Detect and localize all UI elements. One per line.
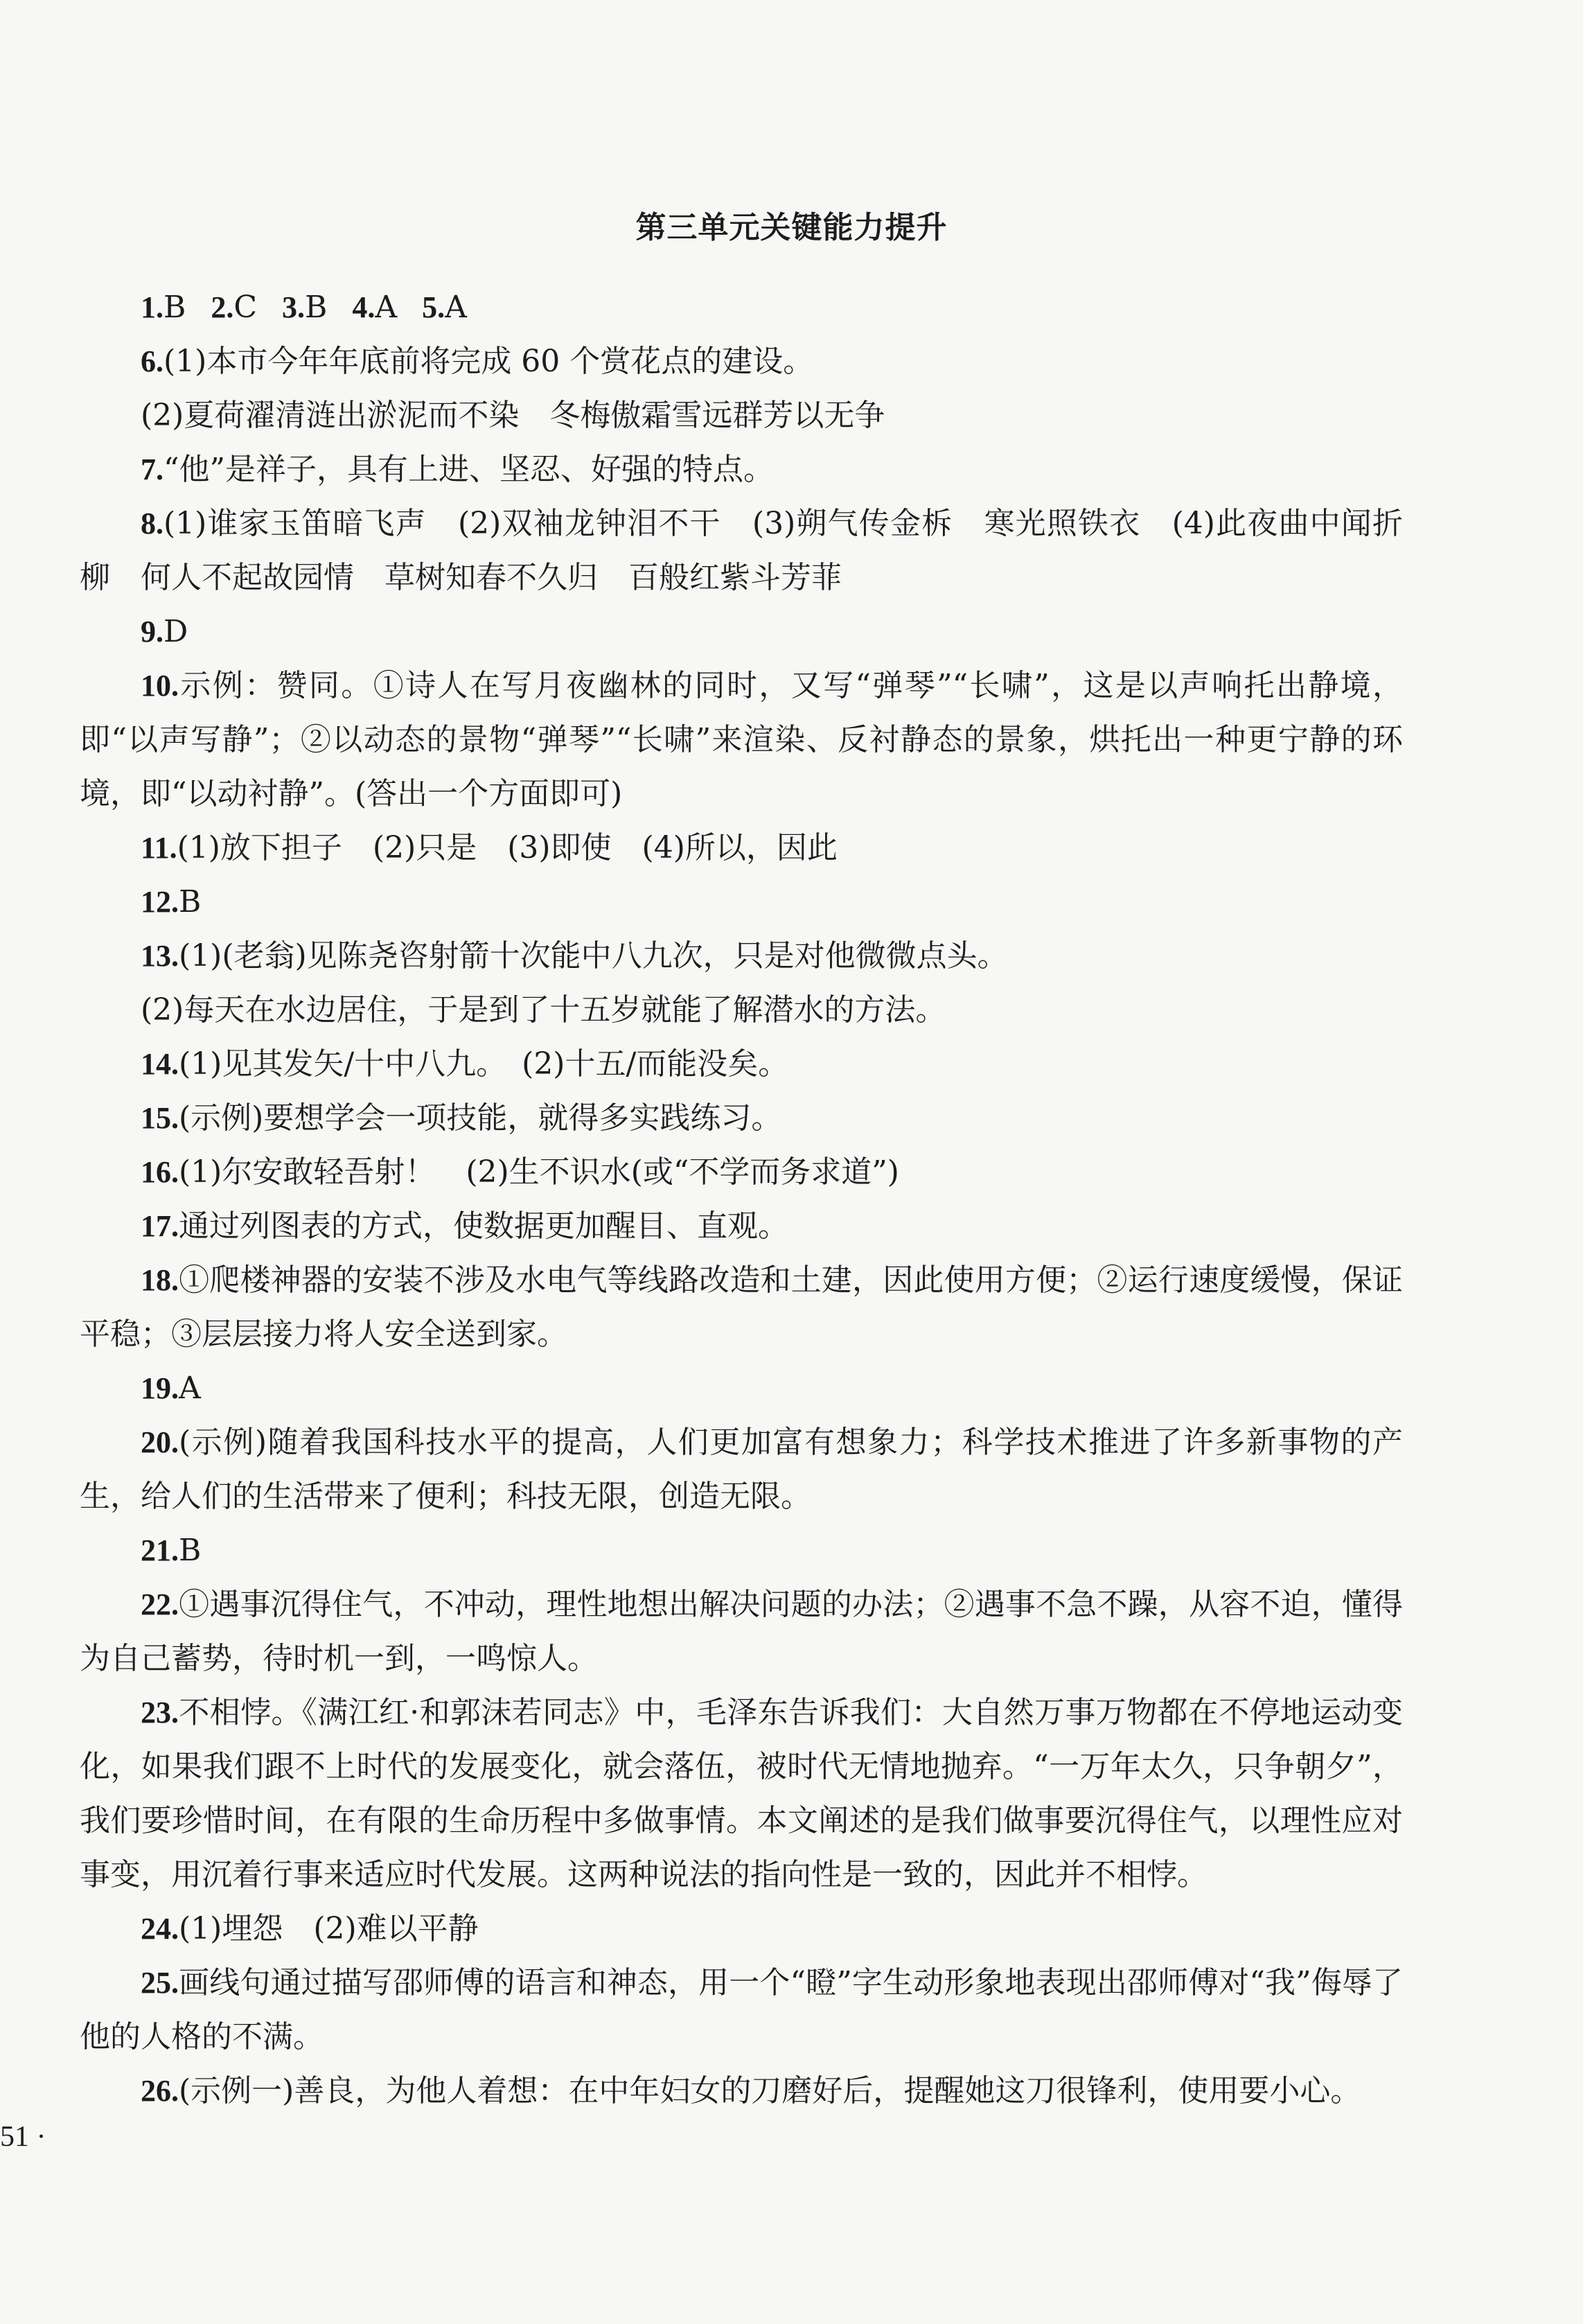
answer-item [80, 1524, 1403, 1578]
answer-item [80, 1902, 1403, 1956]
answer-number: 21. [141, 1533, 179, 1567]
answer-item [80, 875, 1403, 929]
answer-text: ①爬楼神器的安装不涉及水电气等线路改造和土建，因此使用方便；②运行速度缓慢，保证平稳；③层层接力将人安全送到家。 [80, 1262, 1403, 1352]
answer-number: 13. [141, 939, 179, 973]
answer-row-1-5 [80, 281, 1403, 335]
answer-item [80, 2064, 1403, 2118]
answer-number: 6. [141, 344, 163, 378]
answer-text: A [179, 1371, 201, 1406]
answer-text: (1)谁家玉笛暗飞声 (2)双袖龙钟泪不干 (3)朔气传金柝 寒光照铁衣 (4)此夜曲中闻折柳 何人不起故园情 草树知春不久归 百般红紫斗芳菲 [80, 506, 1403, 595]
answer-number: 22. [141, 1587, 179, 1621]
answer-number: 10. [141, 669, 179, 703]
answer-item [80, 1037, 1403, 1091]
answer-number: 17. [141, 1209, 179, 1243]
answer-text: (2)每天在水边居住，于是到了十五岁就能了解潜水的方法。 [141, 992, 946, 1028]
answer-item [80, 1145, 1403, 1199]
answer-text: B [179, 884, 202, 919]
answer-number: 4. [352, 290, 375, 324]
answer-number: 23. [141, 1696, 179, 1729]
answer-text: “他”是祥子，具有上进、坚忍、好强的特点。 [163, 452, 774, 487]
answer-content [80, 281, 1403, 2118]
answer-item [80, 1686, 1403, 1902]
answer-text: B [163, 290, 186, 325]
answer-number: 19. [141, 1371, 179, 1405]
answer-text: (示例)随着我国科技水平的提高，人们更加富有想象力；科学技术推进了许多新事物的产生，给人们的生活带来了便利；科技无限，创造无限。 [80, 1425, 1403, 1514]
answer-text: B [305, 290, 328, 325]
answer-item [80, 1091, 1403, 1145]
answer-number: 8. [141, 507, 163, 540]
answer-item [80, 1956, 1403, 2064]
answer-text: (2)夏荷濯清涟出淤泥而不染 冬梅傲霜雪远群芳以无争 [141, 398, 885, 433]
answer-number: 12. [141, 885, 179, 919]
answer-item [80, 1362, 1403, 1416]
answer-text: 通过列图表的方式，使数据更加醒目、直观。 [179, 1208, 788, 1244]
page-title: 第三单元关键能力提升 [635, 210, 948, 245]
answer-text: (1)(老翁)见陈尧咨射箭十次能中八九次，只是对他微微点头。 [179, 938, 1008, 974]
answer-item [80, 335, 1403, 389]
answer-number: 3. [282, 290, 306, 324]
answer-text: A [445, 290, 467, 325]
answer-number: 25. [141, 1966, 179, 2000]
answer-text: A [375, 290, 398, 325]
answer-text: (示例)要想学会一项技能，就得多实践练习。 [179, 1100, 782, 1136]
answer-text: (1)本市今年年底前将完成 60 个赏花点的建设。 [163, 344, 814, 379]
answer-item [80, 1416, 1403, 1524]
answer-number: 11. [141, 831, 177, 865]
answer-text: 示例：赞同。①诗人在写月夜幽林的同时，又写“弹琴”“长啸”，这是以声响托出静境，即“以声写静”；②以动态的景物“弹琴”“长啸”来渲染、反衬静态的景象，烘托出一种更宁静的环境，即“以动衬静”。(答出一个方面即可) [80, 668, 1403, 811]
answer-text: (示例一)善良，为他人着想：在中年妇女的刀磨好后，提醒她这刀很锋利，使用要小心。 [179, 2073, 1361, 2109]
answer-item [80, 1578, 1403, 1686]
answer-number: 7. [141, 452, 163, 486]
answer-number: 20. [141, 1425, 179, 1459]
answer-item [80, 929, 1403, 983]
answer-number: 15. [141, 1101, 179, 1135]
answer-text: (1)埋怨 (2)难以平静 [179, 1911, 479, 1946]
answer-text: (1)见其发矢/十中八九。 (2)十五/而能没矣。 [179, 1046, 789, 1082]
answer-text: D [163, 614, 188, 649]
answer-text: 画线句通过描写邵师傅的语言和神态，用一个“瞪”字生动形象地表现出邵师傅对“我”侮辱了他的人格的不满。 [80, 1965, 1403, 2054]
answer-item [80, 443, 1403, 497]
answer-item [80, 659, 1403, 821]
answer-text: (1)尔安敢轻吾射！ (2)生不识水(或“不学而务求道”) [179, 1154, 899, 1190]
answer-number: 26. [141, 2074, 179, 2108]
answer-number: 24. [141, 1912, 179, 1946]
answer-number: 1. [141, 290, 163, 324]
answer-text: (1)放下担子 (2)只是 (3)即使 (4)所以，因此 [177, 830, 838, 865]
answer-number: 18. [141, 1263, 179, 1297]
answer-number: 2. [211, 290, 234, 324]
answer-item-continued [80, 389, 1403, 443]
answer-text: B [179, 1533, 202, 1568]
answer-text: ①遇事沉得住气，不冲动，理性地想出解决问题的办法；②遇事不急不躁，从容不迫，懂得为自己蓄势，待时机一到，一鸣惊人。 [80, 1587, 1403, 1676]
page-number: 51 · [0, 2121, 46, 2153]
answer-item [80, 821, 1403, 875]
answer-text: C [233, 290, 258, 325]
answer-number: 16. [141, 1155, 179, 1189]
answer-item [80, 605, 1403, 659]
answer-item-continued [80, 983, 1403, 1037]
answer-number: 14. [141, 1047, 179, 1081]
answer-item [80, 1253, 1403, 1362]
answer-number: 9. [141, 615, 163, 649]
answer-text: 不相悖。《满江红·和郭沫若同志》中，毛泽东告诉我们：大自然万事万物都在不停地运动变化，如果我们跟不上时代的发展变化，就会落伍，被时代无情地抛弃。“一万年太久，只争朝夕”，我们要珍惜时间，在有限的生命历程中多做事情。本文阐述的是我们做事要沉得住气，以理性应对事变，用沉着行事来适应时代发展。这两种说法的指向性是一致的，因此并不相悖。 [80, 1695, 1403, 1892]
answer-item [80, 1199, 1403, 1253]
answer-number: 5. [422, 290, 445, 324]
answer-item [80, 497, 1403, 605]
